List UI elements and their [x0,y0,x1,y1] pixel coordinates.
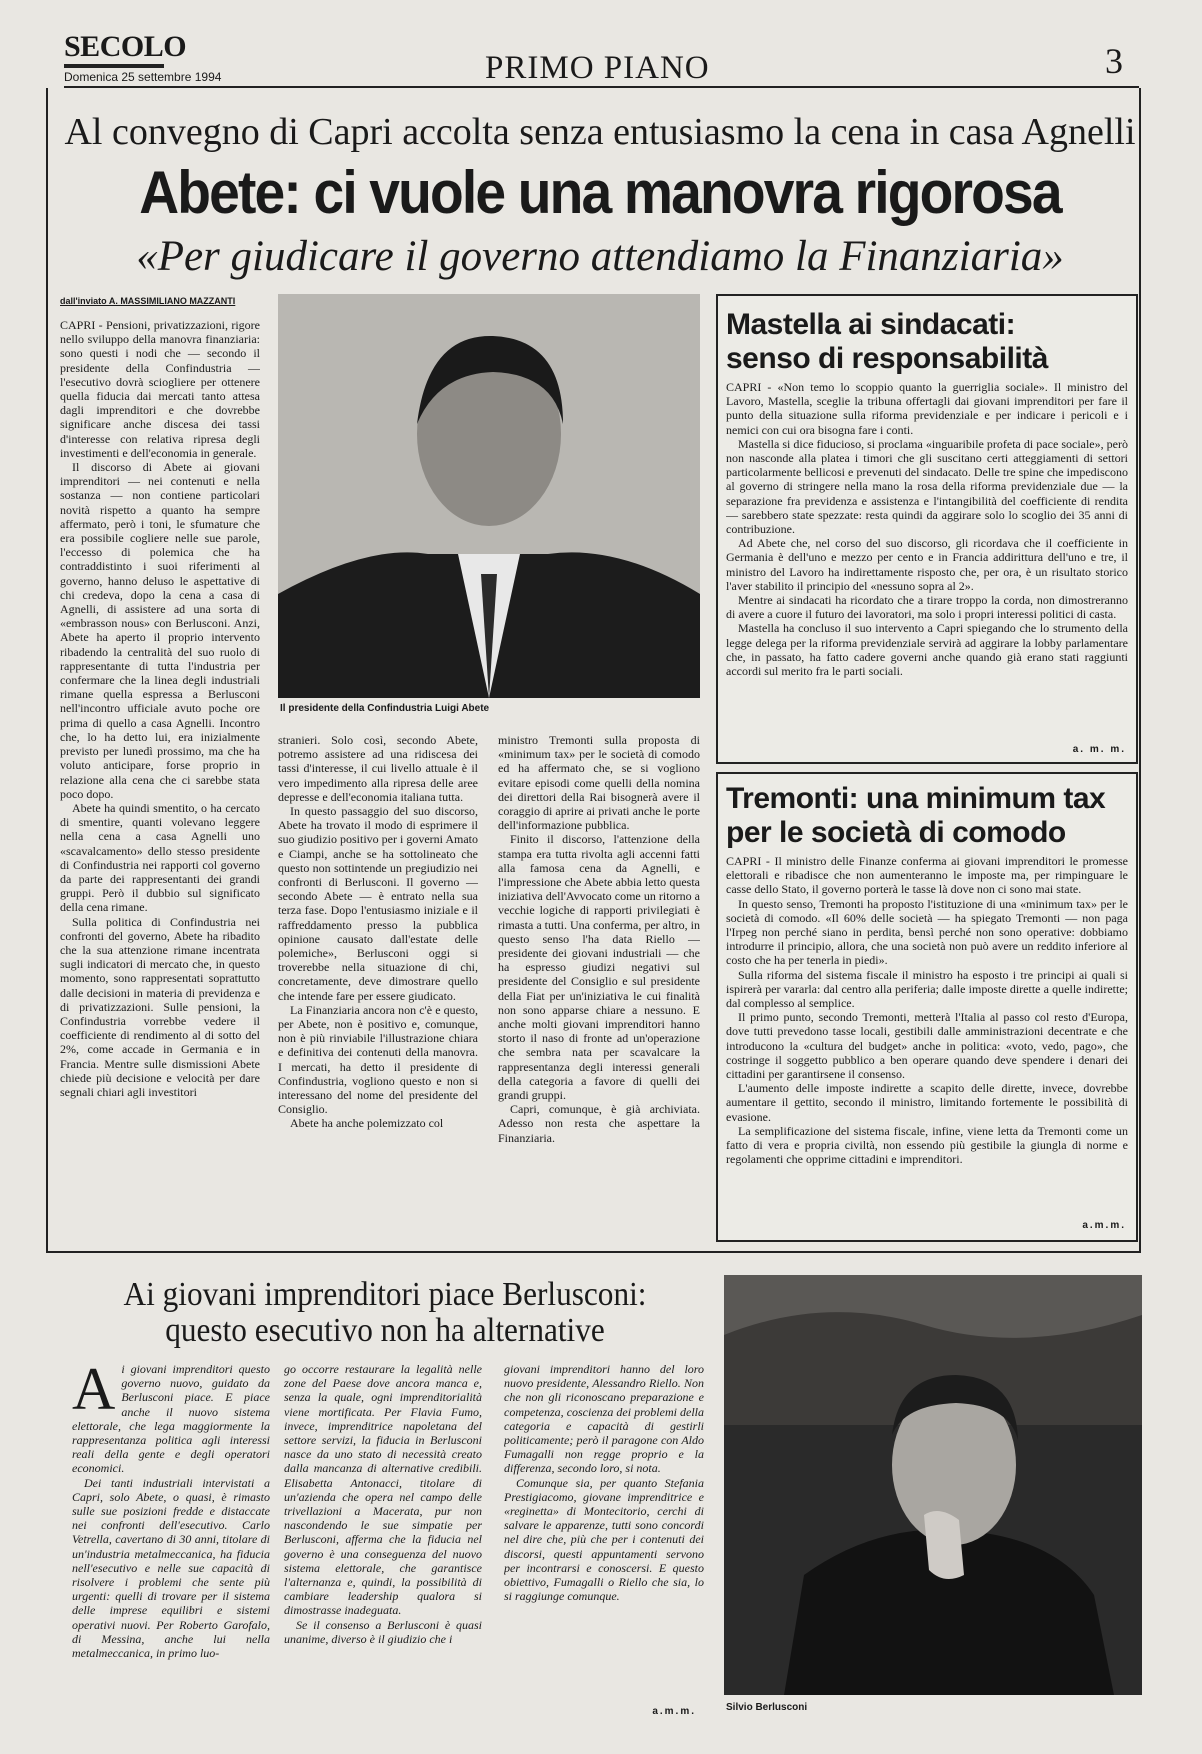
byline: dall'inviato A. MASSIMILIANO MAZZANTI [60,296,236,306]
paragraph: Comunque sia, per quanto Stefania Prestigiacomo, giovane imprenditrice e «reginetta» di Montecitorio, cerchi di salvare le apparenze, tutti sono concordi nel dire che, più che per i contenuti dei discorsi, questi appuntamenti servono per incontrarsi e conoscersi. E questo obiettivo, Fumagalli o Riello che sia, lo si raggiunge comunque. [504,1475,704,1604]
paragraph: giovani imprenditori hanno del loro nuovo presidente, Alessandro Riello. Non che non gli riconoscano preparazione e competenza, coscienza dei problemi della categoria e capacità di gestirli politicamente; però il paragone con Aldo Fumagalli non regge proprio e la differenza, secondo loro, si nota. [504,1362,704,1476]
paragraph: Mastella si dice fiducioso, si proclama «inguaribile profeta di pace sociale», però non nasconde alla platea i timori che gli suscitano certi atteggiamenti di settori particolarmente bellicosi e prevenuti del sindacato. Delle tre spine che impediscono al governo di stringere nella mano la rosa della riforma previdenziale due — la separazione fra previdenza e assistenza e l'intangibilità del coefficiente di rendita — sarebbero state spezzate: resta quindi da aggirare solo lo scoglio dei 35 anni di contribuzione. [726,436,1128,537]
paragraph: go occorre restaurare la legalità nelle zone del Paese dove ancora manca e, senza la quale, ogni imprenditorialità viene mortificata. Per Flavia Fumo, invece, imprenditrice napoletana del settore servizi, la fiducia in Berlusconi nasce da uno stato di necessità creato dalla mancanza di alternative credibili. Elisabetta Antonacci, titolare di un'azienda che opera nel campo delle trivellazioni a Macerata, pur non nascondendo le sue simpatie per Berlusconi, afferma che la fiducia nel governo è una conseguenza del nuovo sistema elettorale, che garantisce l'alternanza e, quindi, la possibilità di cambiare leadership qualora si dimostrasse inadeguata. [284,1362,482,1618]
frame-bottom [46,1251,1141,1253]
section-title: PRIMO PIANO [485,50,710,86]
signature: a. m. m. [1072,744,1126,755]
lower-column-2 [284,1362,482,1732]
lower-headline-line: questo esecutivo non ha alternative [165,1312,605,1349]
paragraph: Mastella ha concluso il suo intervento a Capri spiegando che lo strumento della legge delega per la riforma previdenziale servirà ad aggirare la lobby parlamentare che, in passato, ha fatto cadere governi anche quando già erano stati raggiunti accordi sul merito fra le parti sociali. [726,621,1128,679]
paragraph: In questo passaggio del suo discorso, Abete ha trovato il modo di esprimere il suo giudizio positivo per i governi Amato e Ciampi, anche se ha sottolineato che questo non sottintende un pregiudizio nei confronti di Berlusconi. Il governo — secondo Abete — è entrato nella sua terza fase. Dopo l'entusiasmo iniziale e il raffreddamento presso la pubblica opinione causato dall'estate delle polemiche», Berlusconi oggi si troverebbe nella situazione di chi, concretamente, deve dimostrare quello che intende fare per essere giudicato. [278,804,478,1003]
box-title-line: Tremonti: una minimum tax [726,782,1106,815]
headline: Abete: ci vuole una manovra rigorosa [139,159,1061,226]
box-body [726,854,1128,1218]
paragraph: Il discorso di Abete ai giovani imprenditori — nei contenuti e nella sostanza — non contiene particolari novità rispetto a quanto ha sempre affermato, però i toni, le sfumature che era possibile cogliere nelle sue parole, l'eccesso di polemica che ha contraddistinto i suoi riferimenti al governo, hanno deluso le aspettative di chi credeva, dopo la cena a casa di Agnelli, di assistere ad una sorta di «embrasson nous» con Berlusconi. Anzi, Abete ha aperto il proprio intervento ribadendo la centralità del suo ruolo di rappresentante di tutta l'industria per confermare che la linea degli industriali rimane quella espressa a Berlusconi nell'incontro ufficiale avuto poche ore prima di quello a casa Agnelli. Incontro che, lo ha detto lui, era inizialmente previsto per lunedì prossimo, ma che ha voluto anticipare, forse proprio in relazione alla cena che ci sarebbe stata poco dopo. [60,460,260,801]
article-column-1 [60,318,260,1248]
article-column-2 [278,733,478,1248]
lower-headline-line: Ai giovani imprenditori piace Berlusconi: [123,1276,647,1313]
masthead-date: Domenica 25 settembre 1994 [64,70,222,84]
photo-caption: Silvio Berlusconi [726,1702,808,1713]
paragraph: Sulla politica di Confindustria nei confronti del governo, Abete ha ribadito che la sua attenzione rimane incentrata sugli indicatori di mercato che, in questo momento, sono rappresentati soprattutto dalle decisioni in materia di previdenza e di privatizzazioni. Sulle pensioni, la Confindustria vorrebbe vedere il coefficiente di rendimento al di sotto del 2%, come accade in Germania e in Francia. Mentre sulle dismissioni Abete chiede più decisione e velocità per dare segnali chiari agli investitori [60,914,260,1099]
lead-text: i giovani imprenditori questo governo nuovo, guidato da Berlusconi piace. E piace anche il nuovo sistema elettorale, che lega maggiormente la rappresentanza politica agli interessi reali della gente e degli operatori economici. [72,1362,270,1476]
drop-cap: A [72,1362,116,1422]
photo-caption: Il presidente della Confindustria Luigi Abete [280,703,490,714]
lead-paragraph [72,1362,270,1476]
paragraph: stranieri. Solo così, secondo Abete, potremo assistere ad una ridiscesa dei tassi d'interesse, il cui livello attuale è il vero impedimento alla ripresa delle aree depresse e dell'economia italiana tutta. [278,733,478,804]
box-title-line: per le società di comodo [726,816,1066,849]
lower-column-3 [504,1362,704,1702]
paragraph: La Finanziaria ancora non c'è e questo, per Abete, non è positivo e, comunque, non è più rinviabile l'illustrazione chiara e definitiva dei contenuti della manovra. I mercati, ha detto il presidente di Confindustria, vogliono questo e non si interessano del nome del presidente del Consiglio. [278,1002,478,1117]
sidebar-box-tremonti [716,772,1138,1242]
lower-signature: a.m.m. [652,1706,696,1717]
paragraph: Capri, comunque, è già archiviata. Adesso non resta che aspettare la Finanziaria. [498,1102,700,1145]
paragraph: Mentre ai sindacati ha ricordato che a tirare troppo la corda, non dimostreranno di avere a cuore il futuro dei lavoratori, ma solo i propri interessi politici di casta. [726,593,1128,622]
portrait-illustration [278,294,700,698]
paragraph: In questo senso, Tremonti ha proposto l'istituzione di una «minimum tax» per le società di comodo. «Il 60% delle società — ha spiegato Tremonti — non paga l'Irpeg non perché siano in perdita, bensì perché non sono operative: dobbiamo introdurre il principio, allora, che una società non può avere un reddito inferiore al costo che ha per tenerla in piedi». [726,896,1128,968]
paragraph: Abete ha quindi smentito, o ha cercato di smentire, quanti volevano leggere nella cena a casa Agnelli uno «scavalcamento» dello stesso presidente di Confindustria nei rapporti col governo da parte dei rappresentanti dei grandi gruppi. Però il dubbio sul significato della cena rimane. [60,800,260,915]
masthead-rule [64,86,1139,88]
paragraph: La semplificazione del sistema fiscale, infine, viene letta da Tremonti come un fatto di vera e propria civiltà, non essendo più gestibile la giungla di norme e regolamenti che opprime cittadini e imprenditori. [726,1123,1128,1167]
article-column-3 [498,733,700,1248]
box-body [726,380,1128,742]
paragraph: Finito il discorso, l'attenzione della stampa era tutta rivolta agli accenni fatti alla famosa cena da Agnelli, e l'impressione che Abete abbia letto questa iniziativa dell'Avvocato come un ritorno a vecchie logiche di rapporti privilegiati è rimasta a tutti. Una conferma, per altro, in questo senso l'ha data Riello — presidente dei giovani industriali — che ha espresso giudizi negativi sul presidente del Consiglio e sul presidente della Fiat per un'iniziativa le cui finalità non sono apparse chiare a nessuno. E anche molti giovani imprenditori hanno storto il naso di fronte ad un'operazione che sembra nata per scavalcare la rappresentanza degli interessi generali della categoria a favore di quelli dei grandi gruppi. [498,832,700,1103]
paragraph: CAPRI - Il ministro delle Finanze conferma ai giovani imprenditori le promesse elettorali e ribadisce che non aumenteranno le imposte ma, per rimpinguare le casse dello Stato, il governo porterà le tasse là dove non ci sono mai state. [726,854,1128,897]
paragraph: Sulla riforma del sistema fiscale il ministro ha esposto i tre principi ai quali si ispirerà per vararla: dal centro alla periferia; dalle imposte dirette a quelle indirette; dal complesso al semplice. [726,967,1128,1011]
portrait-illustration [724,1275,1142,1695]
paragraph: Ad Abete che, nel corso del suo discorso, gli ricordava che il coefficiente in Germania è dell'uno e mezzo per cento e in Francia addirittura dell'uno e tre, il ministro del Lavoro ha indirettamente risposto che, per ora, è un risultato storico l'aver stabilito il principio del «nessuno sopra al 2». [726,536,1128,593]
paragraph: Il primo punto, secondo Tremonti, metterà l'Italia al passo col resto d'Europa, dove tutti prevedono tasse locali, gestibili dalle amministrazioni decentrate e che introducono la «cultura del budget» anche in politica: «voto, vedo, pago», che costringe il soggetto pubblico a ben operare quando deve spendere i denari dei cittadini per garantirsene il consenso. [726,1010,1128,1082]
paragraph: CAPRI - Pensioni, privatizzazioni, rigore nello sviluppo della manovra finanziaria: sono questi i nodi che — secondo il presidente della Confindustria — l'esecutivo dovrà sciogliere per ottenere quella fiducia dai mercati tanto attesa dagli imprenditori e che dovrebbe significare anche discesa dei tassi d'interesse con relativa ripresa degli investimenti e dell'economia in generale. [60,318,260,460]
box-title-line: senso di responsabilità [726,342,1048,375]
berlusconi-photo [724,1275,1142,1695]
sidebar-box-mastella [716,294,1138,764]
masthead-logo: SECOLO [64,30,187,63]
paragraph: Abete ha anche polemizzato col [290,1116,444,1131]
subhead: «Per giudicare il governo attendiamo la Finanziaria» [136,233,1064,280]
paragraph: Se il consenso a Berlusconi è quasi unanime, diverso è il giudizio che i [284,1617,482,1646]
abete-photo [278,294,700,698]
signature: a.m.m. [1082,1220,1126,1231]
paragraph: Dei tanti industriali intervistati a Capri, solo Abete, o quasi, è rimasto sulle sue posizioni fredde e distaccate nei confronti dell'esecutivo. Carlo Vetrella, cavertano di 30 anni, titolare di un'industria metalmeccanica, ha fiducia nell'esecutivo e nelle sue capacità di risolvere i problemi che sente più urgenti: quelli di trovare per il sistema delle imprese equilibri e sistemi operativi nuovi. Per Roberto Garofalo, di Messina, anche lui nella metalmeccanica, in primo luo- [72,1475,270,1661]
page-number: 3 [1105,41,1123,81]
kicker: Al convegno di Capri accolta senza entusiasmo la cena in casa Agnelli [64,111,1136,153]
lower-headline [104,1277,665,1349]
lower-column-1 [72,1362,270,1732]
logo-underline [64,64,164,68]
frame-left [46,88,48,1252]
paragraph: ministro Tremonti sulla proposta di «minimum tax» per le società di comodo ed ha affermato che, se si vogliono evitare episodi come quelli della nomina dei direttori della Rai bisognerà avere il coraggio di aprire ai privati anche le porte dell'informazione pubblica. [498,733,700,833]
box-title [718,296,1136,380]
paragraph: L'aumento delle imposte indirette a scapito delle dirette, invece, dovrebbe aumentare il gettito, secondo il ministro, limitando fortemente le possibilità di evasione. [726,1081,1128,1124]
box-title-line: Mastella ai sindacati: [726,308,1016,341]
paragraph: CAPRI - «Non temo lo scoppio quanto la guerriglia sociale». Il ministro del Lavoro, Mastella, sceglie la tribuna offertagli dai giovani imprenditori per fare il punto della situazione sulla riforma previdenziale e per indicare i pericoli e i nemici con cui ora bisogna fare i conti. [726,380,1128,437]
box-title [718,774,1136,854]
